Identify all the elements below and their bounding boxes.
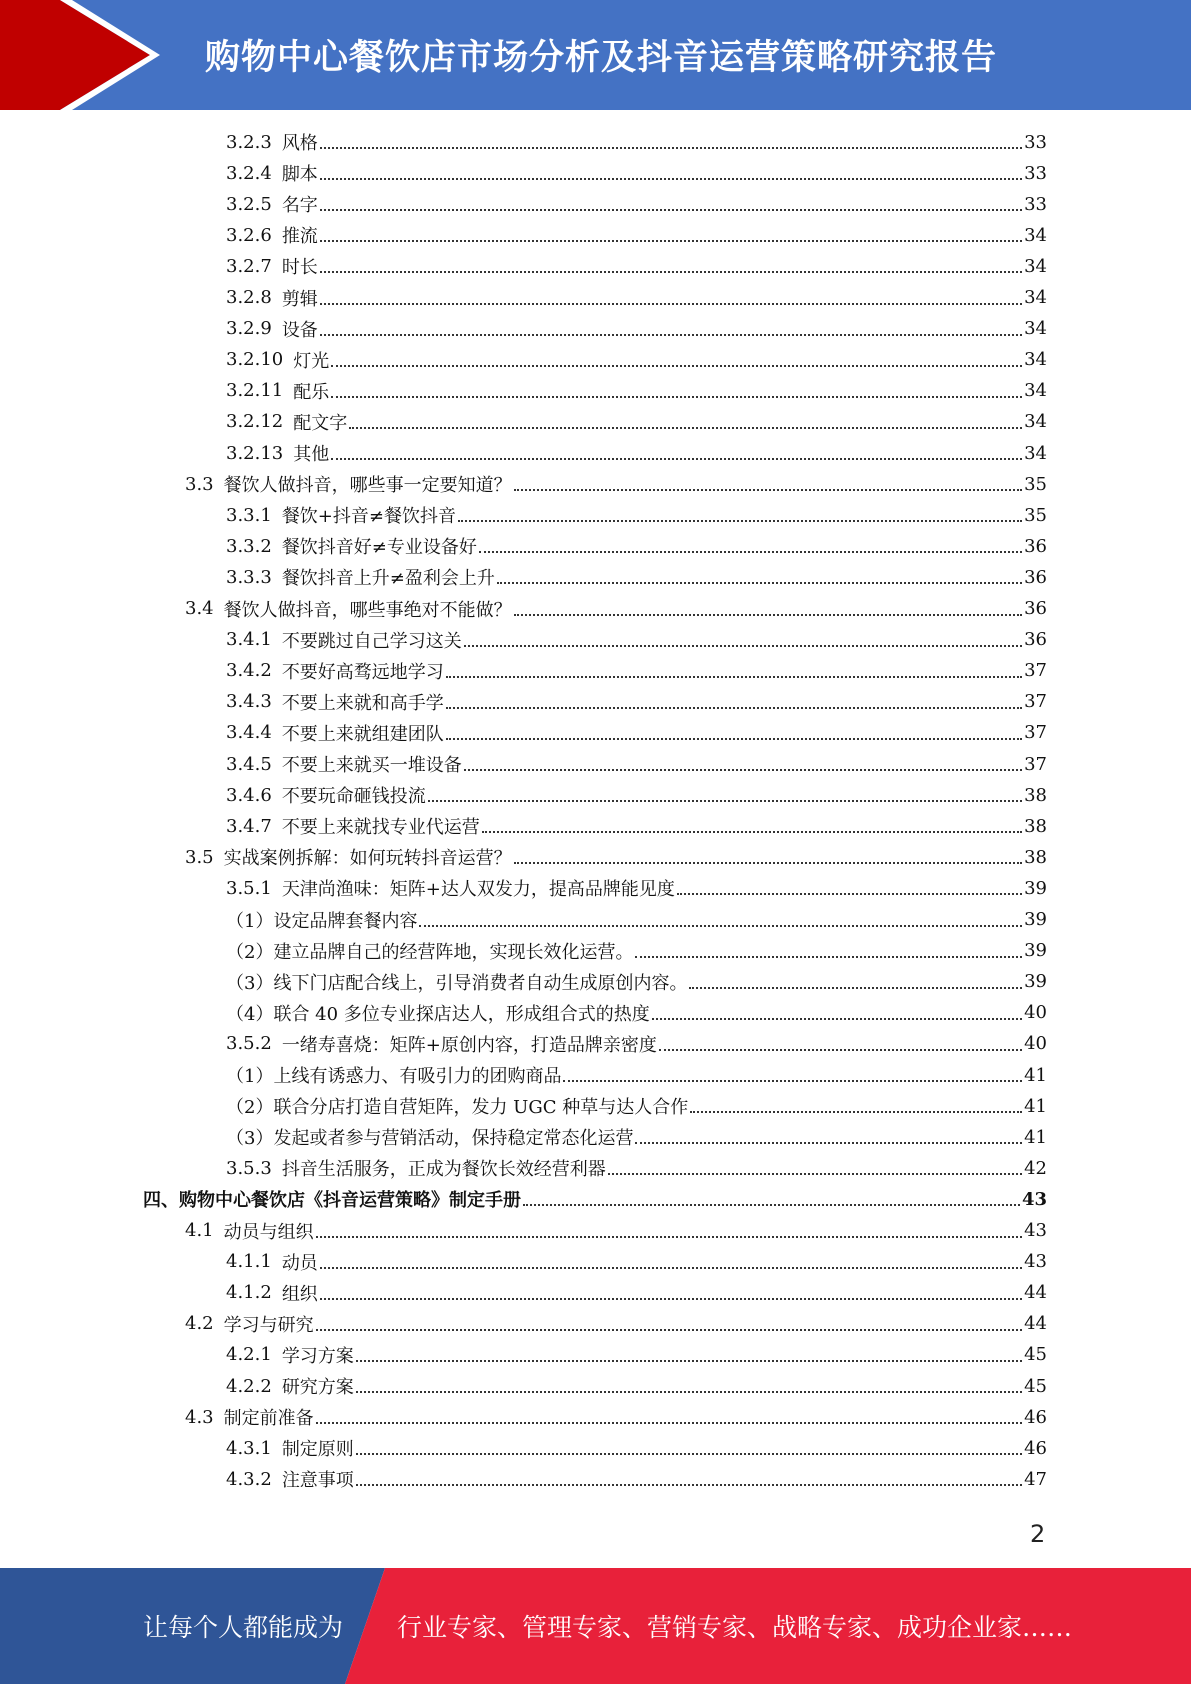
toc-entry[interactable] xyxy=(226,750,1047,778)
toc-entry-number: 3.3.3 xyxy=(226,566,272,588)
toc-entry-number: 3.2.8 xyxy=(226,287,272,308)
toc-entry-title: 名字 xyxy=(281,195,318,217)
toc-entry-number: 3.4.1 xyxy=(226,629,272,651)
toc-dot-leader xyxy=(635,956,1022,958)
toc-entry[interactable] xyxy=(226,657,1047,685)
toc-dot-leader xyxy=(428,800,1022,802)
toc-entry-number: 3.4.5 xyxy=(226,753,272,775)
toc-dot-leader xyxy=(356,1391,1022,1393)
toc-entry[interactable] xyxy=(226,1465,1047,1493)
toc-dot-leader xyxy=(659,1049,1022,1051)
toc-dot-leader xyxy=(419,925,1022,927)
toc-entry-page: 38 xyxy=(1024,784,1047,806)
toc-entry-page: 45 xyxy=(1024,1344,1047,1366)
toc-entry[interactable] xyxy=(226,128,1047,156)
toc-dot-leader xyxy=(635,1142,1022,1144)
toc-dot-leader xyxy=(320,209,1022,211)
toc-entry[interactable] xyxy=(226,346,1047,374)
toc-entry-title: 学习方案 xyxy=(281,1345,354,1367)
toc-entry-number: 4.3.1 xyxy=(226,1437,272,1459)
toc-dot-leader xyxy=(356,1360,1022,1362)
toc-entry-page: 41 xyxy=(1024,1064,1047,1086)
toc-entry[interactable] xyxy=(143,1185,1047,1213)
toc-entry[interactable] xyxy=(226,812,1047,840)
page-footer xyxy=(0,1568,1191,1684)
toc-entry-title: 制定原则 xyxy=(281,1439,354,1461)
toc-entry[interactable] xyxy=(226,1248,1047,1276)
toc-entry-title: 一绪寿喜烧：矩阵+原创内容，打造品牌亲密度 xyxy=(281,1034,657,1056)
toc-entry-page: 44 xyxy=(1024,1282,1047,1304)
toc-entry[interactable] xyxy=(226,221,1047,249)
toc-entry-title: 注意事项 xyxy=(281,1470,354,1492)
toc-entry-title: 天津尚渔味：矩阵+达人双发力，提高品牌能见度 xyxy=(281,879,675,901)
toc-dot-leader xyxy=(316,1329,1022,1331)
toc-entry-title: 推流 xyxy=(281,226,318,248)
toc-entry-number: 3.2.13 xyxy=(226,442,284,464)
toc-entry-title: 风格 xyxy=(281,133,318,154)
toc-entry-page: 37 xyxy=(1024,753,1047,775)
toc-entry-number: 3.3 xyxy=(185,473,214,495)
toc-dot-leader xyxy=(514,489,1022,491)
toc-entry[interactable] xyxy=(185,1217,1047,1245)
toc-entry-page: 37 xyxy=(1024,691,1047,713)
toc-entry-title: 抖音生活服务，正成为餐饮长效经营利器 xyxy=(281,1159,606,1181)
toc-dot-leader xyxy=(689,987,1022,989)
toc-entry-title: 动员 xyxy=(281,1252,318,1274)
toc-entry-number: 3.2.5 xyxy=(226,193,272,215)
toc-dot-leader xyxy=(563,1080,1022,1082)
report-title: 购物中心餐饮店市场分析及抖音运营策略研究报告 xyxy=(205,38,998,78)
toc-entry-page: 47 xyxy=(1024,1468,1047,1490)
toc-entry-page: 43 xyxy=(1021,1188,1047,1210)
toc-entry[interactable] xyxy=(226,1061,1047,1089)
toc-entry-number: 4.3.2 xyxy=(226,1468,272,1490)
toc-entry-page: 34 xyxy=(1024,318,1047,340)
toc-dot-leader xyxy=(482,831,1022,833)
toc-entry-page: 43 xyxy=(1024,1251,1047,1273)
toc-entry-page: 34 xyxy=(1024,411,1047,433)
toc-entry-title: 配乐 xyxy=(293,381,330,403)
toc-entry-title: 研究方案 xyxy=(281,1377,354,1398)
toc-entry[interactable] xyxy=(226,1372,1047,1400)
toc-entry-title: （2）联合分店打造自营矩阵，发力 UGC 种草与达人合作 xyxy=(226,1097,689,1119)
toc-entry[interactable] xyxy=(226,532,1047,560)
toc-entry-page: 36 xyxy=(1024,629,1047,651)
toc-dot-leader xyxy=(446,738,1022,740)
toc-entry-page: 34 xyxy=(1024,442,1047,464)
toc-entry-page: 40 xyxy=(1024,1002,1047,1024)
toc-entry-number: 4.3 xyxy=(185,1406,214,1428)
toc-entry-title: 学习与研究 xyxy=(223,1314,314,1336)
toc-entry-title: 组织 xyxy=(281,1283,318,1305)
toc-entry-page: 36 xyxy=(1024,598,1047,619)
toc-entry-number: 3.4.4 xyxy=(226,722,272,744)
toc-entry[interactable] xyxy=(226,1092,1047,1120)
page-header xyxy=(0,0,1191,110)
toc-entry-number: 3.5.1 xyxy=(226,877,272,899)
toc-dot-leader xyxy=(446,676,1022,678)
toc-entry[interactable] xyxy=(226,563,1047,591)
toc-entry-page: 39 xyxy=(1024,877,1047,899)
toc-dot-leader xyxy=(514,614,1022,616)
toc-entry-number: 3.4 xyxy=(185,598,214,619)
toc-entry[interactable] xyxy=(226,1434,1047,1462)
toc-entry-page: 46 xyxy=(1024,1406,1047,1428)
toc-entry-number: 3.4.2 xyxy=(226,660,272,682)
toc-entry-title: 餐饮+抖音≠餐饮抖音 xyxy=(281,506,456,528)
toc-entry-number: 4.2.2 xyxy=(226,1375,272,1397)
page-number: 2 xyxy=(1030,1520,1046,1548)
toc-dot-leader xyxy=(320,1298,1022,1300)
toc-dot-leader xyxy=(464,769,1022,771)
toc-dot-leader xyxy=(458,520,1022,522)
toc-entry-page: 39 xyxy=(1024,971,1047,993)
toc-entry-page: 34 xyxy=(1024,349,1047,371)
toc-dot-leader xyxy=(677,893,1022,895)
toc-entry-title: 不要上来就组建团队 xyxy=(281,723,444,745)
toc-dot-leader xyxy=(320,303,1022,305)
toc-dot-leader xyxy=(349,427,1022,429)
toc-entry[interactable] xyxy=(226,190,1047,218)
toc-entry-title: 不要玩命砸钱投流 xyxy=(281,786,426,808)
toc-dot-leader xyxy=(497,582,1022,584)
toc-dot-leader xyxy=(479,551,1022,553)
toc-dot-leader xyxy=(320,334,1022,336)
toc-entry-page: 40 xyxy=(1024,1033,1047,1055)
toc-entry[interactable] xyxy=(226,408,1047,436)
toc-dot-leader xyxy=(320,240,1022,242)
toc-entry[interactable] xyxy=(185,1310,1047,1338)
toc-entry-number: 3.5.3 xyxy=(226,1157,272,1179)
toc-dot-leader xyxy=(320,178,1022,180)
toc-dot-leader xyxy=(652,1018,1022,1020)
toc-entry-page: 41 xyxy=(1024,1126,1047,1148)
toc-entry-number: 3.4.6 xyxy=(226,784,272,806)
toc-entry-number: 3.2.6 xyxy=(226,224,272,246)
toc-entry-title: 其他 xyxy=(293,444,330,465)
toc-entry[interactable] xyxy=(185,595,1047,623)
toc-entry-page: 38 xyxy=(1024,846,1047,868)
toc-entry[interactable] xyxy=(226,1154,1047,1182)
toc-entry-title: 餐饮人做抖音，哪些事绝对不能做？ xyxy=(223,599,512,621)
toc-entry-title: 灯光 xyxy=(293,350,330,372)
toc-entry-title: 时长 xyxy=(281,257,318,279)
toc-entry[interactable] xyxy=(226,781,1047,809)
toc-entry-number: 3.2.4 xyxy=(226,162,272,184)
toc-dot-leader xyxy=(690,1111,1022,1113)
toc-dot-leader xyxy=(446,707,1022,709)
toc-entry-title: 不要上来就和高手学 xyxy=(281,692,444,714)
toc-entry-title: 不要上来就买一堆设备 xyxy=(281,755,462,776)
toc-entry-title: 脚本 xyxy=(281,164,318,186)
toc-entry-title: （3）发起或者参与营销活动，保持稳定常态化运营 xyxy=(226,1128,634,1150)
toc-entry[interactable] xyxy=(226,439,1047,467)
toc-entry[interactable] xyxy=(226,999,1047,1027)
toc-entry-title: 四、购物中心餐饮店《抖音运营策略》制定手册 xyxy=(143,1190,521,1212)
toc-entry-number: 3.5 xyxy=(185,846,214,868)
toc-entry[interactable] xyxy=(226,874,1047,902)
toc-entry-title: 餐饮人做抖音，哪些事一定要知道？ xyxy=(223,475,512,497)
toc-entry-page: 37 xyxy=(1024,660,1047,682)
toc-entry-page: 33 xyxy=(1024,162,1047,184)
toc-dot-leader xyxy=(316,1422,1022,1424)
toc-entry[interactable] xyxy=(185,1403,1047,1431)
toc-entry-title: 动员与组织 xyxy=(223,1221,314,1243)
toc-entry-page: 33 xyxy=(1024,131,1047,153)
toc-dot-leader xyxy=(464,645,1022,647)
toc-entry-title: （2）建立品牌自己的经营阵地，实现长效化运营。 xyxy=(226,941,634,963)
toc-entry-title: 制定前准备 xyxy=(223,1408,314,1430)
toc-entry-page: 45 xyxy=(1024,1375,1047,1397)
toc-entry-page: 38 xyxy=(1024,815,1047,837)
toc-entry-number: 4.2.1 xyxy=(226,1344,272,1366)
toc-entry-number: 3.2.7 xyxy=(226,255,272,277)
toc-entry[interactable] xyxy=(226,377,1047,405)
toc-entry-title: 餐饮抖音好≠专业设备好 xyxy=(281,537,477,559)
toc-entry[interactable] xyxy=(226,1030,1047,1058)
toc-entry-number: 3.2.9 xyxy=(226,318,272,340)
toc-entry[interactable] xyxy=(185,843,1047,871)
toc-entry-number: 4.1.1 xyxy=(226,1251,272,1273)
footer-slogan-left: 让每个人都能成为 xyxy=(143,1613,344,1642)
toc-dot-leader xyxy=(316,1236,1022,1238)
toc-entry[interactable] xyxy=(226,501,1047,529)
toc-entry[interactable] xyxy=(226,315,1047,343)
toc-dot-leader xyxy=(331,396,1022,398)
toc-entry-number: 3.4.3 xyxy=(226,691,272,713)
toc-entry[interactable] xyxy=(226,252,1047,280)
toc-dot-leader xyxy=(331,365,1022,367)
toc-entry-page: 36 xyxy=(1024,535,1047,557)
toc-entry-number: 3.2.10 xyxy=(226,349,284,371)
toc-entry-page: 36 xyxy=(1024,566,1047,588)
toc-entry-page: 37 xyxy=(1024,722,1047,744)
toc-entry-title: 餐饮抖音上升≠盈利会上升 xyxy=(281,568,495,590)
toc-entry[interactable] xyxy=(226,159,1047,187)
toc-entry-number: 3.4.7 xyxy=(226,815,272,837)
toc-entry-number: 3.2.11 xyxy=(226,380,284,402)
toc-entry-page: 33 xyxy=(1024,193,1047,215)
toc-dot-leader xyxy=(608,1173,1022,1175)
toc-entry-page: 39 xyxy=(1024,940,1047,962)
toc-entry-title: 不要跳过自己学习这关 xyxy=(281,630,462,652)
toc-entry-title: （4）联合 40 多位专业探店达人，形成组合式的热度 xyxy=(226,1003,650,1025)
toc-entry-title: 剪辑 xyxy=(281,288,318,310)
toc-entry-page: 42 xyxy=(1024,1157,1047,1179)
toc-entry[interactable] xyxy=(226,1341,1047,1369)
toc-entry[interactable] xyxy=(226,906,1047,934)
toc-entry-number: 3.2.3 xyxy=(226,131,272,153)
toc-entry-title: 实战案例拆解：如何玩转抖音运营？ xyxy=(223,848,512,870)
toc-entry-title: 不要好高骛远地学习 xyxy=(281,661,444,683)
toc-entry-title: （1）设定品牌套餐内容 xyxy=(226,910,418,932)
toc-dot-leader xyxy=(523,1204,1020,1206)
toc-entry-page: 35 xyxy=(1024,504,1047,526)
toc-entry-page: 34 xyxy=(1024,255,1047,277)
toc-entry-page: 44 xyxy=(1024,1313,1047,1335)
toc-dot-leader xyxy=(320,271,1022,273)
toc-entry-number: 4.2 xyxy=(185,1313,214,1335)
toc-entry-title: （1）上线有诱惑力、有吸引力的团购商品 xyxy=(226,1066,562,1087)
toc-entry[interactable] xyxy=(226,968,1047,996)
toc-entry-number: 3.3.2 xyxy=(226,535,272,557)
toc-entry[interactable] xyxy=(226,1279,1047,1307)
toc-entry-number: 3.5.2 xyxy=(226,1033,272,1055)
toc-entry[interactable] xyxy=(226,688,1047,716)
toc-entry[interactable] xyxy=(226,626,1047,654)
footer-slogan-right: 行业专家、管理专家、营销专家、战略专家、成功企业家…… xyxy=(397,1613,1073,1642)
toc-entry-title: （3）线下门店配合线上，引导消费者自动生成原创内容。 xyxy=(226,972,688,994)
header-arrow-decoration xyxy=(0,0,200,110)
toc-dot-leader xyxy=(331,458,1022,460)
toc-entry-number: 4.1 xyxy=(185,1220,214,1241)
toc-dot-leader xyxy=(514,862,1022,864)
toc-entry[interactable] xyxy=(185,470,1047,498)
toc-entry-page: 39 xyxy=(1024,909,1047,930)
toc-entry-title: 配文字 xyxy=(293,412,348,434)
toc-entry-title: 设备 xyxy=(281,319,318,341)
toc-entry-page: 46 xyxy=(1024,1437,1047,1459)
toc-entry[interactable] xyxy=(226,719,1047,747)
toc-entry-number: 4.1.2 xyxy=(226,1282,272,1304)
toc-entry[interactable] xyxy=(226,284,1047,312)
toc-entry[interactable] xyxy=(226,937,1047,965)
toc-dot-leader xyxy=(356,1484,1022,1486)
toc-dot-leader xyxy=(320,1267,1022,1269)
toc-entry-title: 不要上来就找专业代运营 xyxy=(281,817,480,839)
toc-entry-page: 34 xyxy=(1024,287,1047,308)
toc-entry-page: 35 xyxy=(1024,473,1047,495)
toc-entry[interactable] xyxy=(226,1123,1047,1151)
toc-dot-leader xyxy=(356,1453,1022,1455)
toc-entry-number: 3.3.1 xyxy=(226,504,272,526)
toc-dot-leader xyxy=(320,147,1022,149)
toc-entry-page: 34 xyxy=(1024,224,1047,246)
toc-entry-page: 34 xyxy=(1024,380,1047,402)
toc-entry-page: 41 xyxy=(1024,1095,1047,1117)
toc-entry-page: 43 xyxy=(1024,1220,1047,1241)
toc-entry-number: 3.2.12 xyxy=(226,411,284,433)
